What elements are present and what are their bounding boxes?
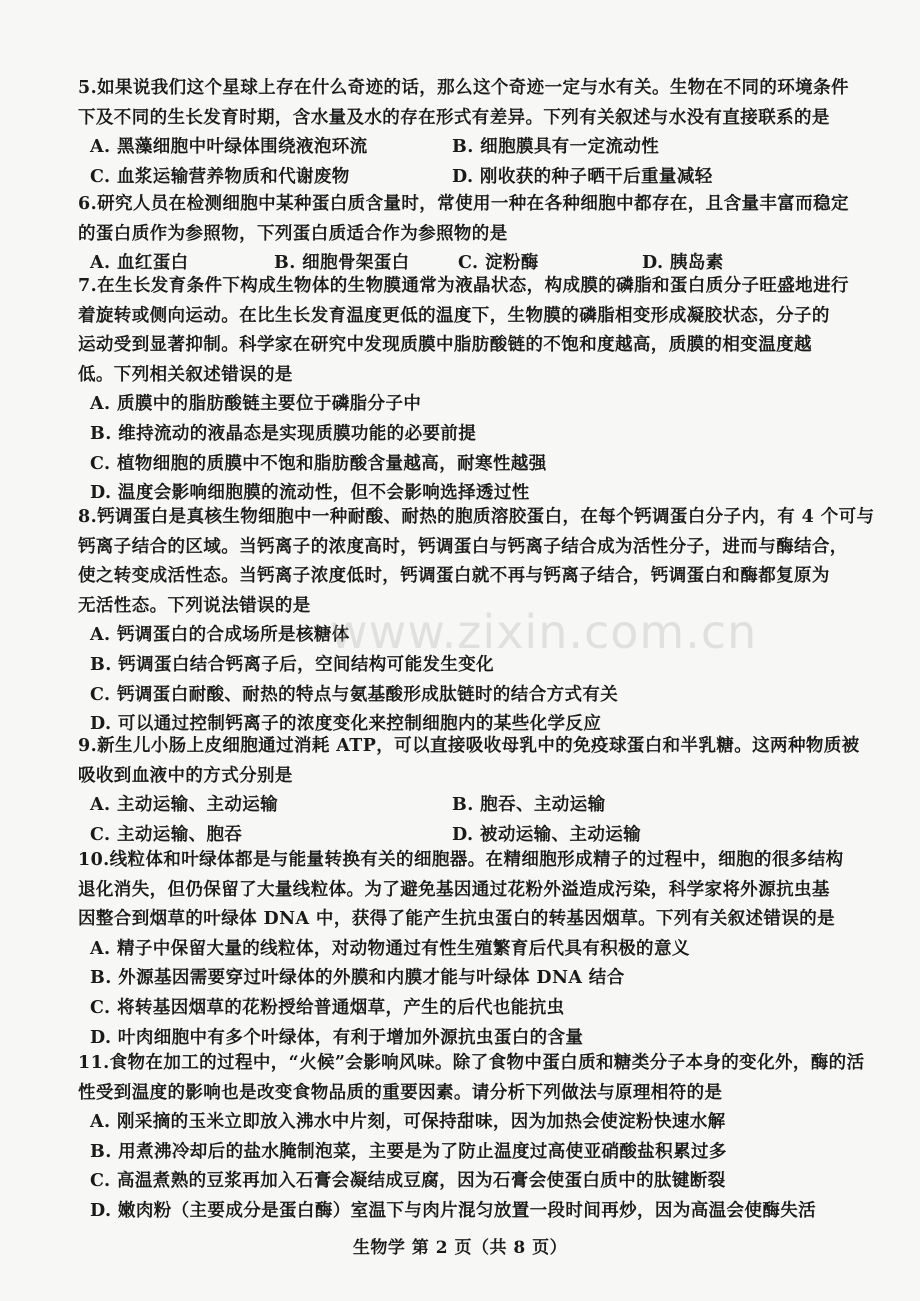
option-d: D. 可以通过控制钙离子的浓度变化来控制细胞内的某些化学反应 (90, 714, 602, 735)
question-6 (78, 190, 849, 279)
question-stem-line: 10.线粒体和叶绿体都是与能量转换有关的细胞器。在精细胞形成精子的过程中，细胞的很多结构 (78, 850, 844, 870)
option-b: B. 细胞膜具有一定流动性 (452, 137, 660, 158)
option-a: A. 质膜中的脂肪酸链主要位于磷脂分子中 (90, 394, 422, 415)
option-a: A. 血红蛋白 (90, 253, 189, 274)
option-a: A. 精子中保留大量的线粒体，对动物通过有性生殖繁育后代具有积极的意义 (90, 938, 690, 959)
option-b: B. 细胞骨架蛋白 (274, 253, 410, 274)
option-c: C. 将转基因烟草的花粉授给普通烟草，产生的后代也能抗虫 (90, 997, 565, 1018)
question-5 (78, 74, 849, 192)
option-c: C. 植物细胞的质膜中不饱和脂肪酸含量越高，耐寒性越强 (90, 453, 547, 474)
question-stem-line: 运动受到显著抑制。科学家在研究中发现质膜中脂肪酸链的不饱和度越高，质膜的相变温度越 (78, 335, 812, 356)
option-b: B. 胞吞、主动运输 (452, 795, 606, 816)
question-stem-line: 7.在生长发育条件下构成生物体的生物膜通常为液晶状态，构成膜的磷脂和蛋白质分子旺盛地进行 (78, 276, 849, 296)
option-b: B. 钙调蛋白结合钙离子后，空间结构可能发生变化 (90, 654, 495, 675)
question-stem-line: 钙离子结合的区域。当钙离子的浓度高时，钙调蛋白与钙离子结合成为活性分子，进而与酶结合， (78, 536, 848, 557)
question-stem-line: 11.食物在加工的过程中，“火候”会影响风味。除了食物中蛋白质和糖类分子本身的变化外，酶的活 (78, 1053, 865, 1073)
question-stem-line: 低。下列相关叙述错误的是 (78, 364, 293, 385)
option-c: C. 高温煮熟的豆浆再加入石膏会凝结成豆腐，因为石膏会使蛋白质中的肽键断裂 (90, 1171, 726, 1192)
question-10 (78, 846, 844, 1053)
question-stem-line: 退化消失，但仍保留了大量线粒体。为了避免基因通过花粉外溢造成污染，科学家将外源抗虫基 (78, 879, 830, 900)
page-footer: 生物学 第 2 页（共 8 页） (352, 1238, 568, 1258)
option-d: D. 叶肉细胞中有多个叶绿体，有利于增加外源抗虫蛋白的含量 (90, 1027, 584, 1048)
option-a: A. 黑藻细胞中叶绿体围绕液泡环流 (90, 137, 368, 158)
question-stem-line: 无活性态。下列说法错误的是 (78, 595, 311, 616)
option-a: A. 主动运输、主动运输 (90, 795, 279, 816)
question-stem-line: 性受到温度的影响也是改变食物品质的重要因素。请分析下列做法与原理相符的是 (78, 1082, 723, 1103)
question-7 (78, 272, 849, 509)
question-stem-line: 着旋转或侧向运动。在比生长发育温度更低的温度下，生物膜的磷脂相变形成凝胶状态，分子的 (78, 305, 830, 326)
option-b: B. 外源基因需要穿过叶绿体的外膜和内膜才能与叶绿体 DNA 结合 (90, 968, 625, 989)
option-d: D. 被动运输、主动运输 (452, 824, 642, 845)
question-stem-line: 使之转变成活性态。当钙离子浓度低时，钙调蛋白就不再与钙离子结合，钙调蛋白和酶都复原为 (78, 566, 830, 587)
watermark: www.zixin.com.cn (330, 605, 758, 659)
question-stem-line: 吸收到血液中的方式分别是 (78, 765, 293, 786)
option-d: D. 刚收获的种子晒干后重量减轻 (452, 166, 713, 187)
question-stem-line: 6.研究人员在检测细胞中某种蛋白质含量时，常使用一种在各种细胞中都存在，且含量丰富而稳定 (78, 194, 849, 214)
option-c: C. 钙调蛋白耐酸、耐热的特点与氨基酸形成肽链时的结合方式有关 (90, 684, 619, 705)
option-a: A. 钙调蛋白的合成场所是核糖体 (90, 625, 350, 646)
question-11 (78, 1049, 865, 1227)
option-c: C. 血浆运输营养物质和代谢废物 (90, 166, 350, 187)
option-b: B. 维持流动的液晶态是实现质膜功能的必要前提 (90, 423, 477, 444)
question-9 (78, 732, 860, 850)
question-stem-line: 因整合到烟草的叶绿体 DNA 中，获得了能产生抗虫蛋白的转基因烟草。下列有关叙述错误的是 (78, 909, 836, 930)
option-a: A. 刚采摘的玉米立即放入沸水中片刻，可保持甜味，因为加热会使淀粉快速水解 (90, 1112, 726, 1133)
option-d: D. 嫩肉粉（主要成分是蛋白酶）室温下与肉片混匀放置一段时间再炒，因为高温会使酶失活 (90, 1200, 817, 1221)
option-c: C. 主动运输、胞吞 (90, 824, 243, 845)
option-b: B. 用煮沸冷却后的盐水腌制泡菜，主要是为了防止温度过高使亚硝酸盐积累过多 (90, 1141, 727, 1162)
question-stem-line: 8.钙调蛋白是真核生物细胞中一种耐酸、耐热的胞质溶胶蛋白，在每个钙调蛋白分子内，有 4 个可与 (78, 507, 875, 527)
option-c: C. 淀粉酶 (458, 253, 539, 274)
question-stem-line: 的蛋白质作为参照物，下列蛋白质适合作为参照物的是 (78, 223, 508, 244)
question-stem-line: 9.新生儿小肠上皮细胞通过消耗 ATP，可以直接吸收母乳中的免疫球蛋白和半乳糖。这两种物质被 (78, 736, 860, 756)
option-d: D. 胰岛素 (642, 253, 724, 274)
question-stem-line: 下及不同的生长发育时期，含水量及水的存在形式有差异。下列有关叙述与水没有直接联系的是 (78, 107, 830, 128)
question-stem-line: 5.如果说我们这个星球上存在什么奇迹的话，那么这个奇迹一定与水有关。生物在不同的环境条件 (78, 78, 849, 98)
option-d: D. 温度会影响细胞膜的流动性，但不会影响选择透过性 (90, 483, 530, 504)
